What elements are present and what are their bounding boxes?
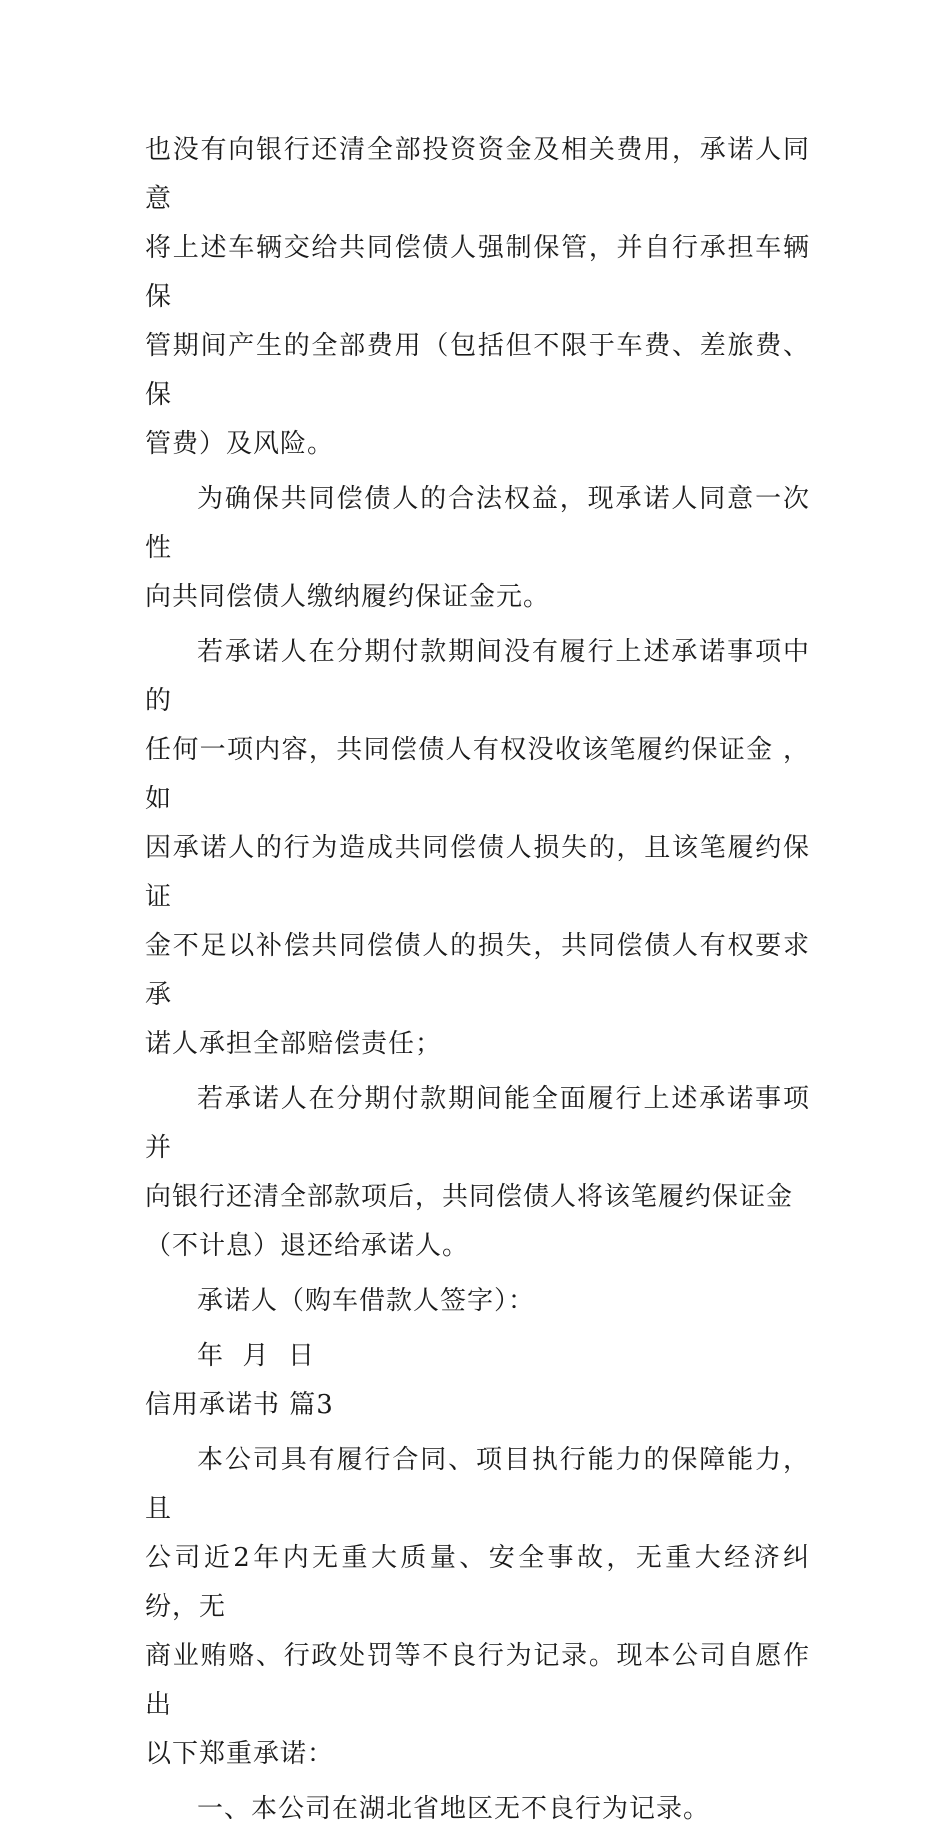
text-line: 承诺人（购车借款人签字）： xyxy=(197,1286,536,1316)
paragraph-vehicle-custody xyxy=(145,126,810,469)
text-line: 本公司具有履行合同、项目执行能力的保障能力，且 xyxy=(145,1445,810,1524)
text-line: 诺人承担全部赔偿责任； xyxy=(145,1029,443,1059)
text-line: 因承诺人的行为造成共同偿债人损失的，且该笔履约保证 xyxy=(145,833,810,912)
date-line xyxy=(145,1332,810,1381)
text-line: 以下郑重承诺： xyxy=(145,1739,335,1769)
paragraph-deposit xyxy=(145,475,810,622)
text-line: 任何一项内容，共同偿债人有权没收该笔履约保证金 ，如 xyxy=(145,735,810,814)
text-line: 为确保共同偿债人的合法权益，现承诺人同意一次性 xyxy=(145,484,810,563)
text-line: 若承诺人在分期付款期间能全面履行上述承诺事项并 xyxy=(145,1084,810,1163)
paragraph-company-statement xyxy=(145,1436,810,1779)
document-body xyxy=(145,126,810,1834)
signature-line xyxy=(145,1277,810,1326)
text-line: 商业贿赂、行政处罚等不良行为记录。现本公司自愿作出 xyxy=(145,1641,810,1720)
paragraph-refund xyxy=(145,1075,810,1271)
text-line: （不计息）退还给承诺人。 xyxy=(145,1231,470,1261)
text-line: 向共同偿债人缴纳履约保证金元。 xyxy=(145,582,551,612)
paragraph-commitment-1 xyxy=(145,1785,810,1834)
text-line: 管期间产生的全部费用（包括但不限于车费、差旅费、保 xyxy=(145,331,810,410)
paragraph-breach xyxy=(145,628,810,1069)
section-heading xyxy=(145,1381,810,1430)
text-line: 公司近2年内无重大质量、安全事故，无重大经济纠纷，无 xyxy=(145,1543,810,1622)
heading-text: 信用承诺书 篇3 xyxy=(145,1390,334,1420)
text-line: 管费）及风险。 xyxy=(145,429,335,459)
text-line: 也没有向银行还清全部投资资金及相关费用，承诺人同意 xyxy=(145,135,810,214)
text-line: 向银行还清全部款项后，共同偿债人将该笔履约保证金 xyxy=(145,1182,794,1212)
text-line: 年 月 日 xyxy=(197,1341,316,1371)
text-line: 将上述车辆交给共同偿债人强制保管，并自行承担车辆保 xyxy=(145,233,810,312)
text-line: 金不足以补偿共同偿债人的损失，共同偿债人有权要求承 xyxy=(145,931,810,1010)
text-line: 一、本公司在湖北省地区无不良行为记录。 xyxy=(197,1794,711,1824)
text-line: 若承诺人在分期付款期间没有履行上述承诺事项中的 xyxy=(145,637,810,716)
